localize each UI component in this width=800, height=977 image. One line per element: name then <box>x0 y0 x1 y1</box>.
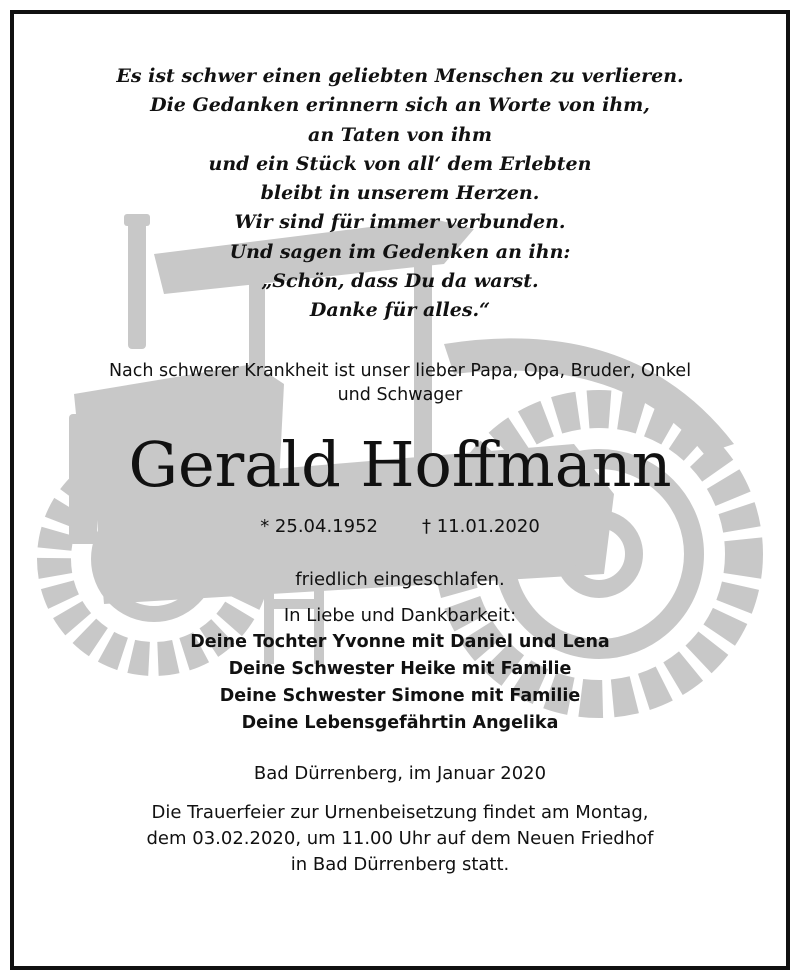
poem-line: und ein Stück von all‘ dem Erlebten <box>208 152 592 175</box>
funeral-notice <box>14 800 786 878</box>
poem-line: an Taten von ihm <box>308 123 492 146</box>
birth-date: * 25.04.1952 <box>260 515 378 537</box>
memorial-poem <box>14 62 786 326</box>
obituary-frame <box>10 10 790 970</box>
obituary-content <box>14 14 786 878</box>
mourners-list <box>14 629 786 737</box>
poem-line: Und sagen im Gedenken an ihn: <box>229 240 571 263</box>
death-date: † 11.01.2020 <box>422 515 540 537</box>
intro-text <box>14 359 786 407</box>
funeral-line: in Bad Dürrenberg statt. <box>290 853 510 875</box>
poem-line: Es ist schwer einen geliebten Menschen zu verlieren. <box>116 65 684 87</box>
poem-line: Danke für alles.“ <box>309 299 491 322</box>
intro-line: und Schwager <box>337 384 463 405</box>
mourner-line: Deine Tochter Yvonne mit Daniel und Lena <box>190 631 610 652</box>
mourner-line: Deine Schwester Heike mit Familie <box>228 658 572 679</box>
mourners-heading: In Liebe und Dankbarkeit: <box>283 604 517 626</box>
life-dates <box>14 515 786 539</box>
poem-line: „Schön, dass Du da warst. <box>261 270 539 293</box>
mourner-line: Deine Lebensgefährtin Angelika <box>241 712 559 733</box>
intro-line: Nach schwerer Krankheit ist unser lieber Papa, Opa, Bruder, Onkel <box>108 360 692 381</box>
poem-line: bleibt in unserem Herzen. <box>260 182 540 205</box>
funeral-line: dem 03.02.2020, um 11.00 Uhr auf dem Neuen Friedhof <box>146 827 654 849</box>
funeral-line: Die Trauerfeier zur Urnenbeisetzung findet am Montag, <box>151 801 649 823</box>
deceased-name: Gerald Hoffmann <box>128 427 672 501</box>
passing-note: friedlich eingeschlafen. <box>295 568 505 590</box>
place-and-date: Bad Dürrenberg, im Januar 2020 <box>253 762 547 784</box>
poem-line: Wir sind für immer verbunden. <box>234 211 566 234</box>
mourner-line: Deine Schwester Simone mit Familie <box>219 685 581 706</box>
poem-line: Die Gedanken erinnern sich an Worte von ihm, <box>150 94 650 117</box>
